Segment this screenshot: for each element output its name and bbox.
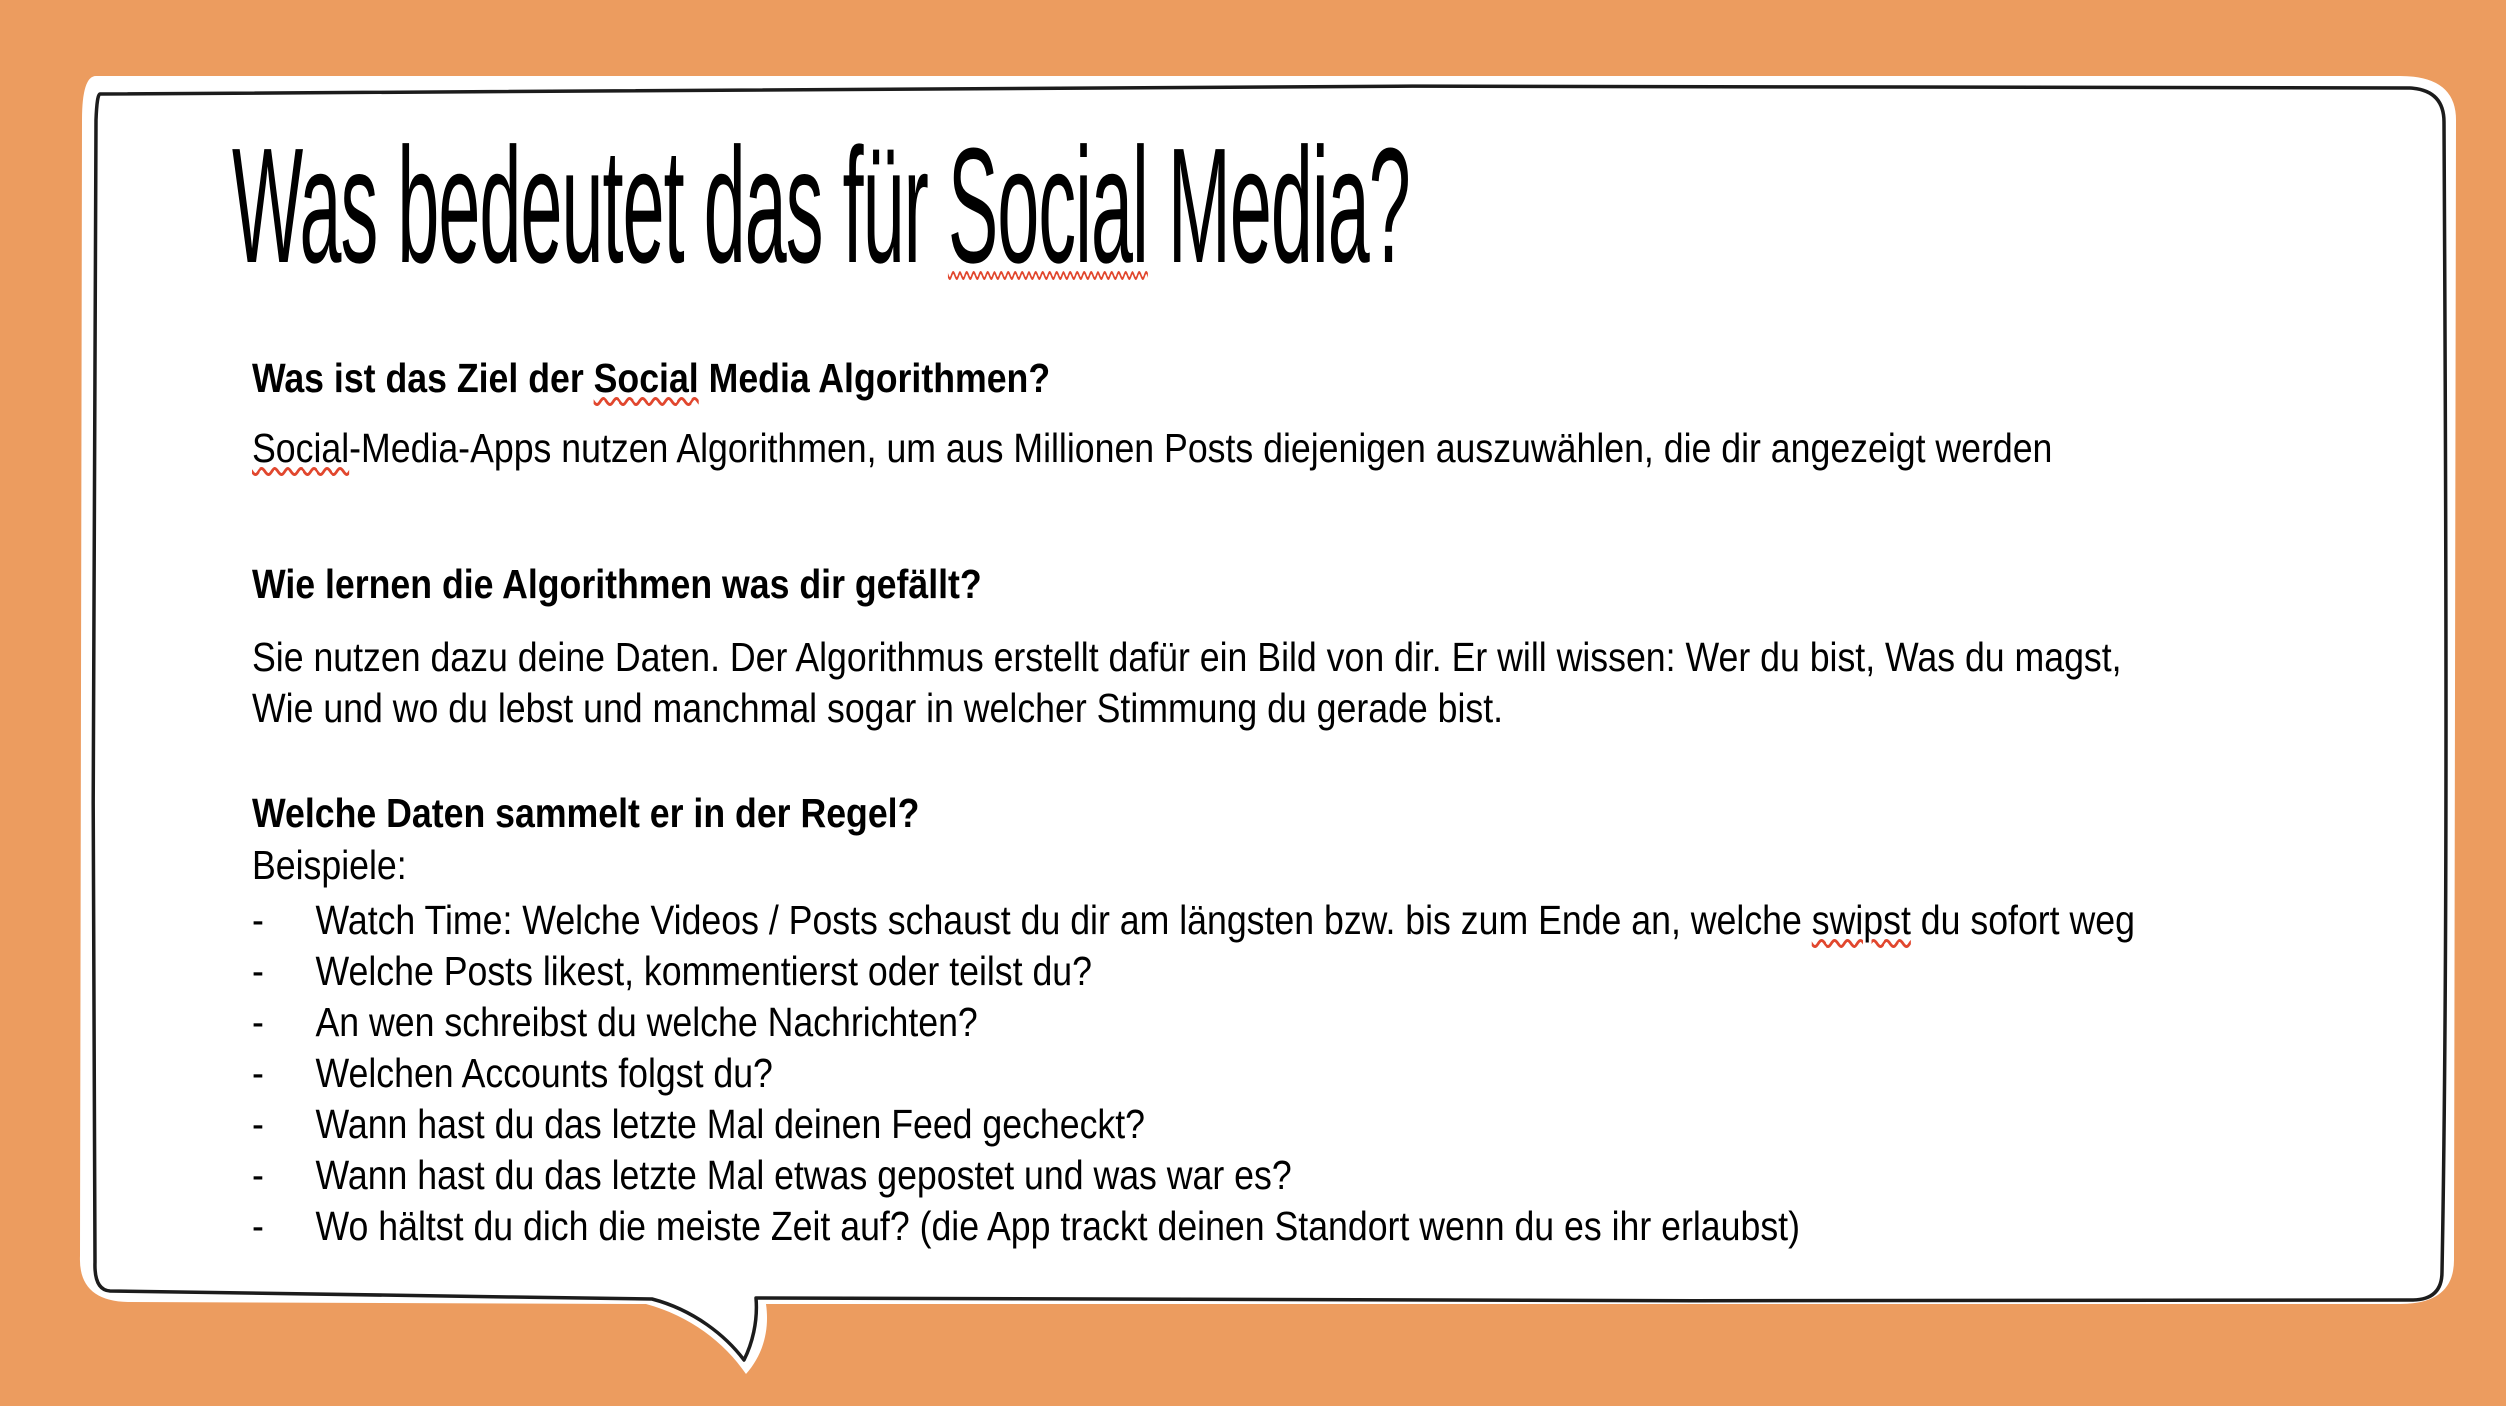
bullet-marker: - <box>252 1152 264 1198</box>
title-misspelled-word: Social <box>947 114 1148 297</box>
title-text-part: Media? <box>1147 114 1410 297</box>
misspelled-word: swipst <box>1811 897 1911 943</box>
misspelled-word: Social <box>593 355 699 401</box>
bullet-marker: - <box>252 999 264 1045</box>
bullet-last-post: - Wann hast du das letzte Mal etwas gepostet und was war es? <box>252 1152 1292 1198</box>
section-goal-heading: Was ist das Ziel der Social Media Algorithmen? <box>252 355 1051 401</box>
section-learning-paragraph-line1: Sie nutzen dazu deine Daten. Der Algorithmus erstellt dafür ein Bild von dir. Er will wissen: Wer du bist, Was du magst, <box>252 634 2122 680</box>
bullet-accounts: - Welchen Accounts folgst du? <box>252 1050 773 1096</box>
title-text-part: Was bedeutet das für <box>232 114 948 297</box>
bullet-messages: - An wen schreibst du welche Nachrichten? <box>252 999 978 1045</box>
bullet-marker: - <box>252 1101 264 1147</box>
slide-title <box>232 114 1410 297</box>
misspelled-word: Social <box>252 425 350 471</box>
section-data-intro: Beispiele: <box>252 842 407 888</box>
bullet-watch-time: - Watch Time: Welche Videos / Posts schaust du dir am längsten bzw. bis zum Ende an, welche swipst du sofort weg <box>252 897 2135 943</box>
bullet-marker: - <box>252 948 264 994</box>
bullet-marker: - <box>252 897 264 943</box>
section-data-heading: Welche Daten sammelt er in der Regel? <box>252 790 920 836</box>
section-learning-heading: Wie lernen die Algorithmen was dir gefällt? <box>252 561 982 607</box>
bullet-feed-check: - Wann hast du das letzte Mal deinen Feed gecheckt? <box>252 1101 1146 1147</box>
bullet-marker: - <box>252 1050 264 1096</box>
section-goal-paragraph: Social-Media-Apps nutzen Algorithmen, um aus Millionen Posts diejenigen auszuwählen, die dir angezeigt werden <box>252 425 2053 471</box>
bullet-location: - Wo hältst du dich die meiste Zeit auf? (die App trackt deinen Standort wenn du es ihr erlaubst) <box>252 1203 1800 1249</box>
section-learning-paragraph-line2: Wie und wo du lebst und manchmal sogar in welcher Stimmung du gerade bist. <box>252 685 1504 731</box>
bullet-marker: - <box>252 1203 264 1249</box>
bullet-likes-comments: - Welche Posts likest, kommentierst oder teilst du? <box>252 948 1092 994</box>
